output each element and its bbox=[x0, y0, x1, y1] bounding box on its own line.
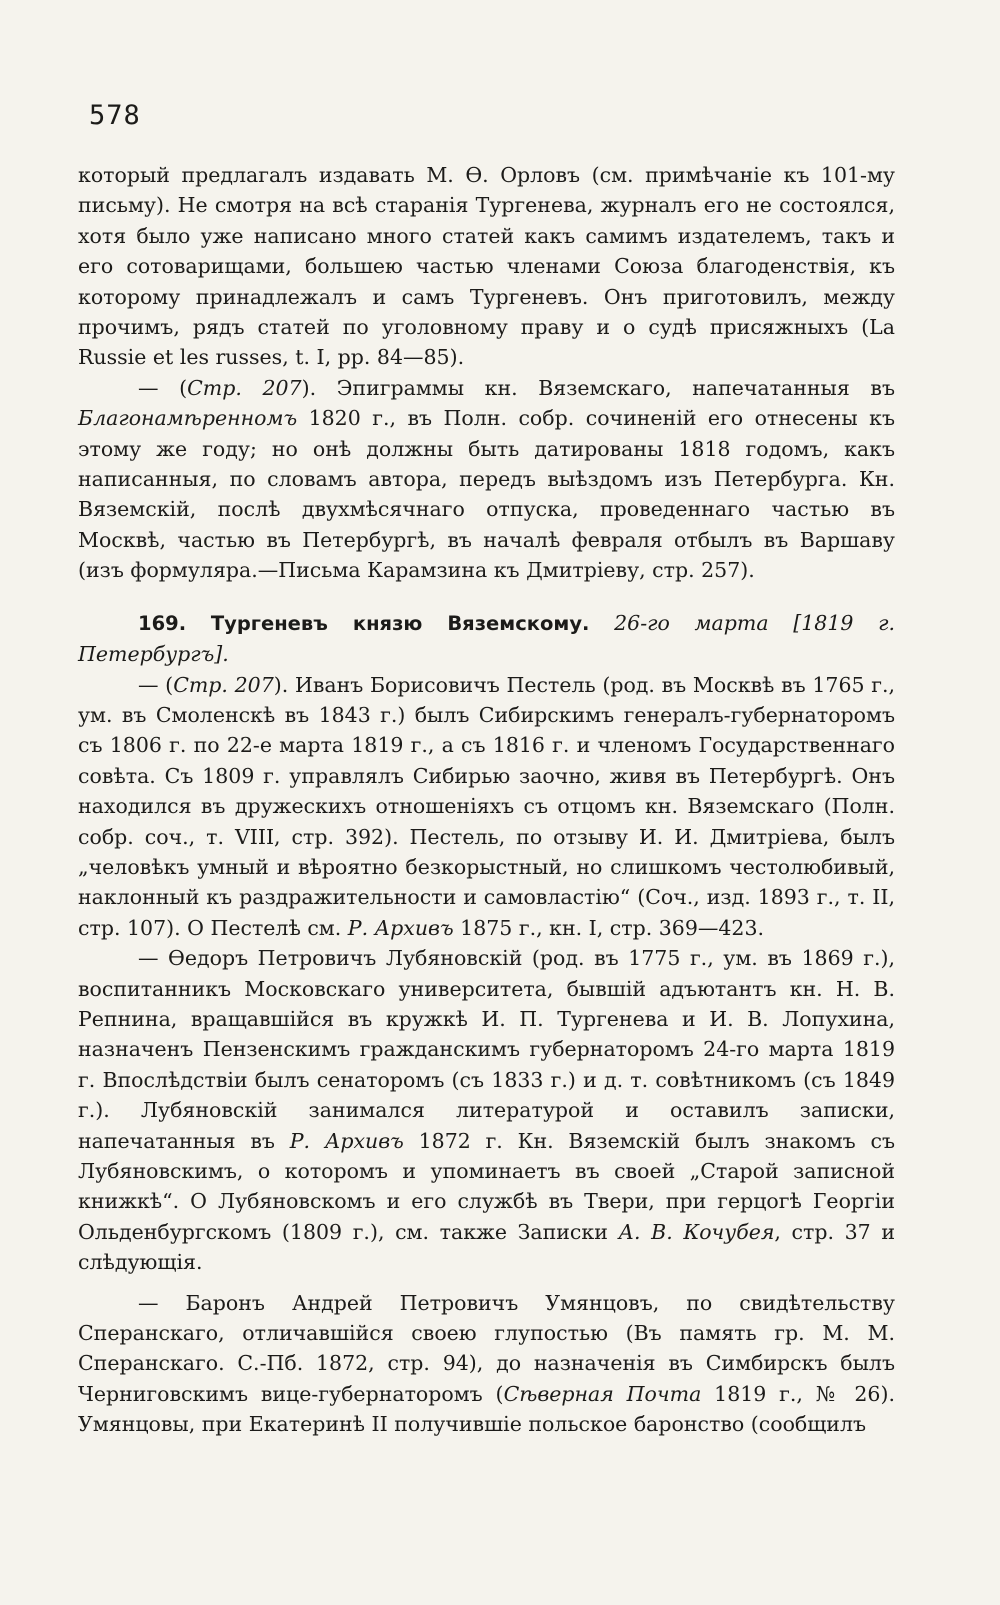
page-body bbox=[78, 160, 895, 1440]
paragraph-pestel-note bbox=[78, 670, 895, 944]
page-reference: Стр. 207 bbox=[173, 672, 274, 697]
author-name: А. В. Кочубея bbox=[618, 1219, 775, 1244]
note-dash: — ( bbox=[138, 672, 174, 697]
paragraph-text: 1820 г., въ Полн. собр. сочиненій его отнесены къ этому же году; но онѣ должны быть датированы 1818 годомъ, какъ написанныя, по словамъ автора, передъ выѣздомъ изъ Петербурга. Кн. Вяземскій, послѣ двухмѣсячнаго отпуска, проведеннаго частью въ Москвѣ, частью въ Петербургѣ, въ началѣ февраля отбылъ въ Варшаву (изъ формуляра.—Письма Карамзина къ Дмитріеву, стр. 257). bbox=[78, 406, 895, 583]
page-reference: Стр. 207 bbox=[187, 375, 302, 400]
journal-title: Благонамѣренномъ bbox=[78, 406, 298, 431]
paragraph-epigrams-note bbox=[78, 373, 895, 586]
paragraph-text: 1875 г., кн. I, стр. 369—423. bbox=[453, 915, 765, 940]
letter-place: [1819 г. Петербургъ]. bbox=[78, 610, 895, 667]
letter-number: 169. bbox=[138, 611, 187, 635]
paragraph-umyantsov-note bbox=[78, 1288, 895, 1440]
journal-title: Р. Архивъ bbox=[347, 915, 454, 940]
journal-title: Р. Архивъ bbox=[289, 1128, 404, 1153]
page-number: 578 bbox=[89, 100, 141, 131]
letter-title: Тургеневъ князю Вяземскому. bbox=[210, 611, 590, 635]
paragraph-text: ). Иванъ Борисовичъ Пестель (род. въ Москвѣ въ 1765 г., ум. въ Смоленскѣ въ 1843 г.) былъ Сибирскимъ генералъ-губернаторомъ съ 1806 г. по 22-е марта 1819 г., а съ 1816 г. и членомъ Государственнаго совѣта. Съ 1809 г. управлялъ Сибирью заочно, живя въ Петербургѣ. Онъ находился въ дружескихъ отношеніяхъ съ отцомъ кн. Вяземскаго (Полн. собр. соч., т. VIII, стр. 392). Пестель, по отзыву И. И. Дмитріева, былъ „человѣкъ умный и вѣроятно безкорыстный, но слишкомъ честолюбивый, наклонный къ раздражительности и самовластію“ (Соч., изд. 1893 г., т. II, стр. 107). О Пестелѣ см. bbox=[78, 672, 895, 940]
letter-date: 26-го марта bbox=[614, 610, 769, 635]
paragraph-text: 1872 г. Кн. Вяземскій былъ знакомъ съ Лубяновскимъ, о которомъ и упоминаетъ въ своей „Старой записной книжкѣ“. О Лубяновскомъ и его службѣ въ Твери, при герцогѣ Георгіи Ольденбургскомъ (1809 г.), см. также Записки bbox=[78, 1128, 895, 1244]
paragraph-text: , стр. 37 и слѣдующія. bbox=[78, 1219, 895, 1275]
paragraph-text: — Баронъ Андрей Петровичъ Умянцовъ, по свидѣтельству Сперанскаго, отличавшійся своею глупостью (Въ память гр. М. М. Сперанскаго. С.-Пб. 1872, стр. 94), до назначенія въ Симбирскъ былъ Черниговскимъ вице-губернаторомъ ( bbox=[78, 1290, 895, 1406]
note-dash: — ( bbox=[138, 375, 188, 400]
paragraph-text: — Ѳедоръ Петровичъ Лубяновскій (род. въ 1775 г., ум. въ 1869 г.), воспитанникъ Московскаго университета, бывшій адъютантъ кн. Н. В. Репнина, вращавшійся въ кружкѣ И. П. Тургенева и И. В. Лопухина, назначенъ Пензенскимъ гражданскимъ губернаторомъ 24-го марта 1819 г. Впослѣдствіи былъ сенаторомъ (съ 1833 г.) и д. т. совѣтникомъ (съ 1849 г.). Лубяновскій занимался литературой и оставилъ записки, напечатанныя въ bbox=[78, 946, 895, 1153]
letter-heading bbox=[78, 608, 895, 670]
paragraph-text: ). Эпиграммы кн. Вяземскаго, напечатанныя въ bbox=[301, 375, 895, 400]
paragraph-text: 1819 г., № 26). Умянцовы, при Екатеринѣ II получившіе польское баронство (сообщилъ bbox=[78, 1381, 895, 1437]
paragraph-continuation: который предлагалъ издавать М. Ѳ. Орловъ (см. примѣчаніе къ 101-му письму). Не смотря на всѣ старанія Тургенева, журналъ его не состоялся, хотя было уже написано много статей какъ самимъ издателемъ, такъ и его сотоварищами, большею частью членами Союза благоденствія, къ которому принадлежалъ и самъ Тургеневъ. Онъ приготовилъ, между прочимъ, рядъ статей по уголовному праву и о судѣ присяжныхъ (La Russie et les russes, t. I, pp. 84—85). bbox=[78, 163, 895, 370]
journal-title: Сѣверная Почта bbox=[503, 1381, 702, 1406]
paragraph-lubyanovsky-note bbox=[78, 943, 895, 1277]
